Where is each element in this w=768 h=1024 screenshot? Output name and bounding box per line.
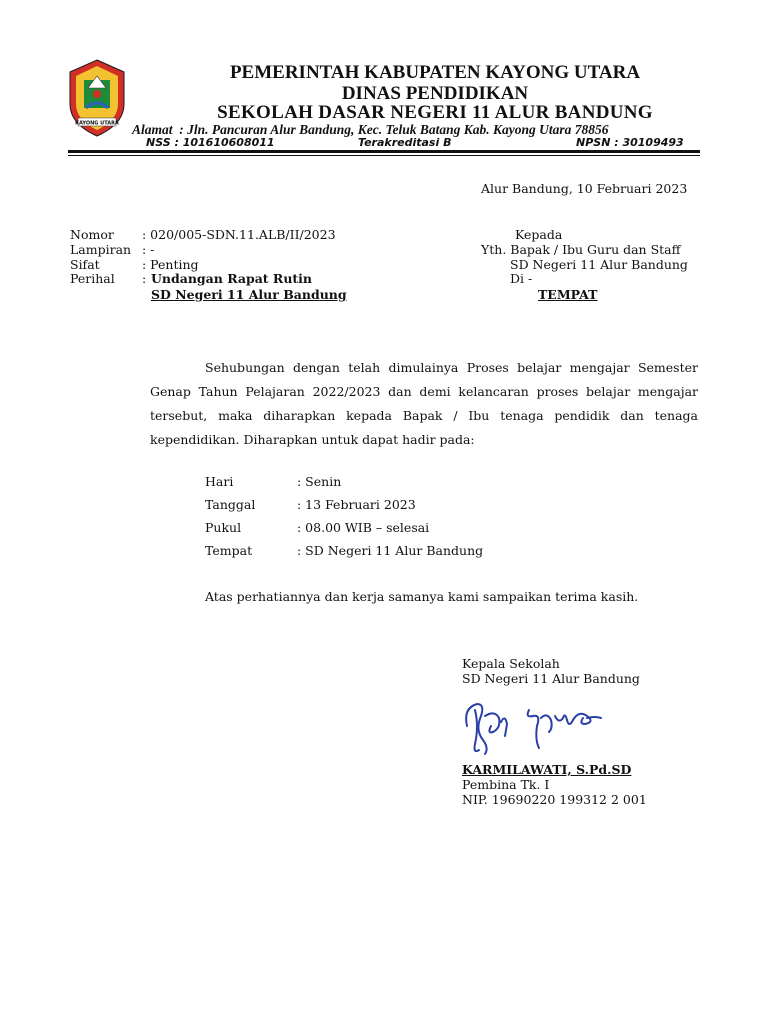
nomor-label: Nomor — [70, 227, 114, 242]
recipient-di: Di - — [510, 271, 533, 286]
letter-date: Alur Bandung, 10 Februari 2023 — [481, 181, 688, 196]
letterhead-rule-thick — [68, 150, 700, 153]
letterhead-rule-thin — [68, 155, 700, 156]
recipient-yth: Yth. Bapak / Ibu Guru dan Staff — [481, 242, 681, 257]
lampiran-value: : - — [142, 242, 155, 257]
closing-sentence: Atas perhatiannya dan kerja samanya kami sampaikan terima kasih. — [205, 589, 639, 604]
perihal-colon: : — [142, 271, 147, 286]
recipient-school: SD Negeri 11 Alur Bandung — [510, 257, 688, 272]
accreditation: Terakreditasi B — [358, 136, 452, 149]
nss-number: NSS : 101610608011 — [146, 136, 275, 149]
address-value: : Jln. Pancuran Alur Bandung, Kec. Teluk Batang Kab. Kayong Utara 78856 — [179, 122, 609, 137]
handwritten-signature — [455, 696, 605, 758]
detail-value-hari: : Senin — [297, 474, 342, 489]
detail-value-tempat: : SD Negeri 11 Alur Bandung — [297, 543, 484, 558]
body-paragraph: Sehubungan dengan telah dimulainya Proses belajar mengajar Semester Genap Tahun Pelajaran 2022/2023 dan demi kelancaran proses belajar mengajar tersebut, maka diharapkan kepada Bapak / Ibu tenaga pendidik dan tenaga kependidikan. Diharapkan untuk dapat hadir pada: — [150, 360, 698, 447]
detail-label-tanggal: Tanggal — [205, 497, 256, 512]
letterhead-office: DINAS PENDIDIKAN — [341, 83, 529, 104]
letterhead-government: PEMERINTAH KABUPATEN KAYONG UTARA — [229, 62, 641, 83]
logo-text: KAYONG UTARA — [75, 120, 119, 127]
perihal-value-line1: Undangan Rapat Rutin — [151, 271, 313, 286]
regency-logo — [64, 58, 130, 138]
sifat-value: : Penting — [142, 257, 199, 272]
signer-name: KARMILAWATI, S.Pd.SD — [462, 762, 632, 777]
address-label: Alamat — [132, 122, 173, 137]
perihal-label: Perihal — [70, 271, 115, 286]
recipient-tempat: TEMPAT — [538, 287, 598, 302]
signer-title: Kepala Sekolah — [462, 656, 560, 671]
lampiran-label: Lampiran — [70, 242, 132, 257]
detail-value-tanggal: : 13 Februari 2023 — [297, 497, 416, 512]
signer-school-text: SD Negeri 11 Alur Bandung — [462, 671, 640, 686]
detail-label-tempat: Tempat — [205, 543, 253, 558]
detail-value-pukul: : 08.00 WIB – selesai — [297, 520, 430, 535]
perihal-value-line2: SD Negeri 11 Alur Bandung — [151, 287, 347, 302]
detail-label-hari: Hari — [205, 474, 234, 489]
letterhead-school: SEKOLAH DASAR NEGERI 11 ALUR BANDUNG — [217, 102, 653, 123]
npsn-number: NPSN : 30109493 — [576, 136, 684, 149]
signer-rank: Pembina Tk. I — [462, 777, 550, 792]
recipient-kepada: Kepada — [515, 227, 563, 242]
sifat-label: Sifat — [70, 257, 100, 272]
nomor-value: : 020/005-SDN.11.ALB/II/2023 — [142, 227, 336, 242]
detail-label-pukul: Pukul — [205, 520, 242, 535]
signer-nip: NIP. 19690220 199312 2 001 — [462, 792, 647, 807]
